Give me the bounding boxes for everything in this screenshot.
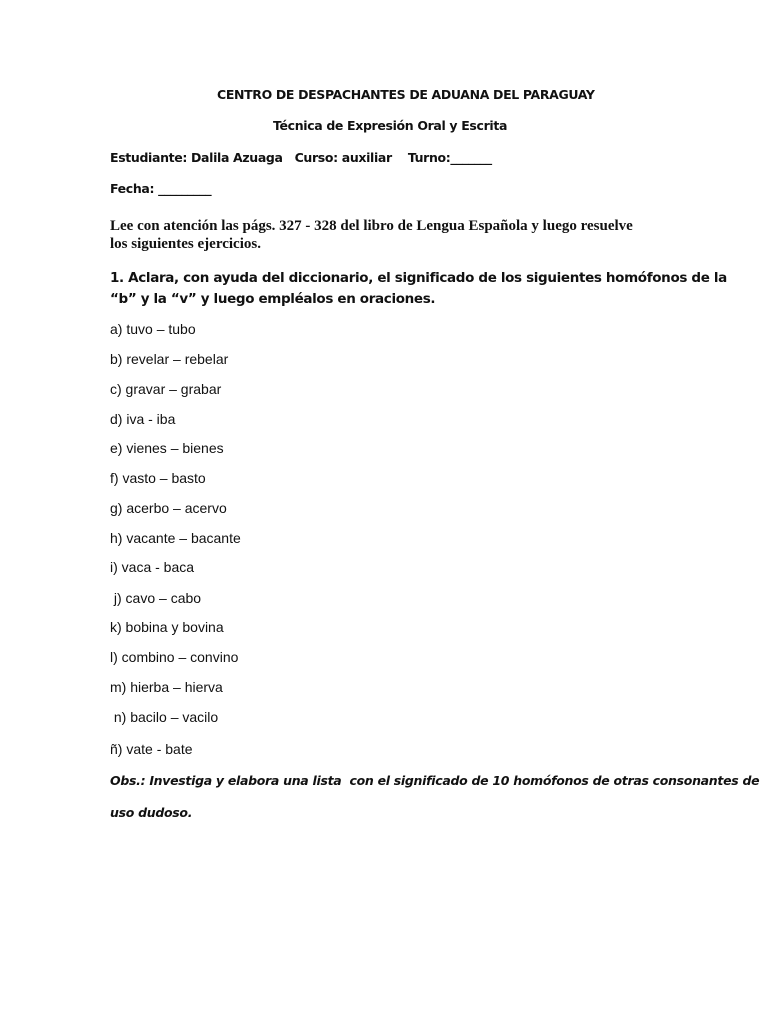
list-item: j) cavo – cabo xyxy=(110,590,202,606)
list-item: k) bobina y bovina xyxy=(110,619,224,635)
observation-line-1: Obs.: Investiga y elabora una lista con el significado de 10 homófonos de otras consonantes de xyxy=(110,773,760,788)
list-item: e) vienes – bienes xyxy=(110,440,224,456)
list-item: f) vasto – basto xyxy=(110,470,206,486)
date-line: Fecha: _________ xyxy=(110,181,212,196)
list-item: i) vaca - baca xyxy=(110,559,195,575)
list-item: m) hierba – hierva xyxy=(110,679,223,695)
list-item: ñ) vate - bate xyxy=(110,741,193,757)
institution-title: CENTRO DE DESPACHANTES DE ADUANA DEL PARAGUAY xyxy=(217,87,595,102)
student-info-line: Estudiante: Dalila Azuaga Curso: auxiliar Turno:_______ xyxy=(110,150,492,165)
list-item: l) combino – convino xyxy=(110,649,239,665)
list-item: g) acerbo – acervo xyxy=(110,500,227,516)
course-title: Técnica de Expresión Oral y Escrita xyxy=(273,118,508,133)
list-item: a) tuvo – tubo xyxy=(110,321,196,337)
observation-line-2: uso dudoso. xyxy=(110,805,193,820)
exercise-prompt-line-1: 1. Aclara, con ayuda del diccionario, el significado de los siguientes homófonos de la xyxy=(110,270,727,286)
list-item: c) gravar – grabar xyxy=(110,381,222,397)
list-item: h) vacante – bacante xyxy=(110,530,241,546)
list-item: d) iva - iba xyxy=(110,411,176,427)
list-item: b) revelar – rebelar xyxy=(110,351,229,367)
exercise-prompt-line-2: “b” y la “v” y luego empléalos en oraciones. xyxy=(110,291,436,307)
instructions-line-2: los siguientes ejercicios. xyxy=(110,236,261,252)
instructions-line-1: Lee con atención las págs. 327 - 328 del libro de Lengua Española y luego resuelve xyxy=(110,218,633,234)
list-item: n) bacilo – vacilo xyxy=(110,709,219,725)
